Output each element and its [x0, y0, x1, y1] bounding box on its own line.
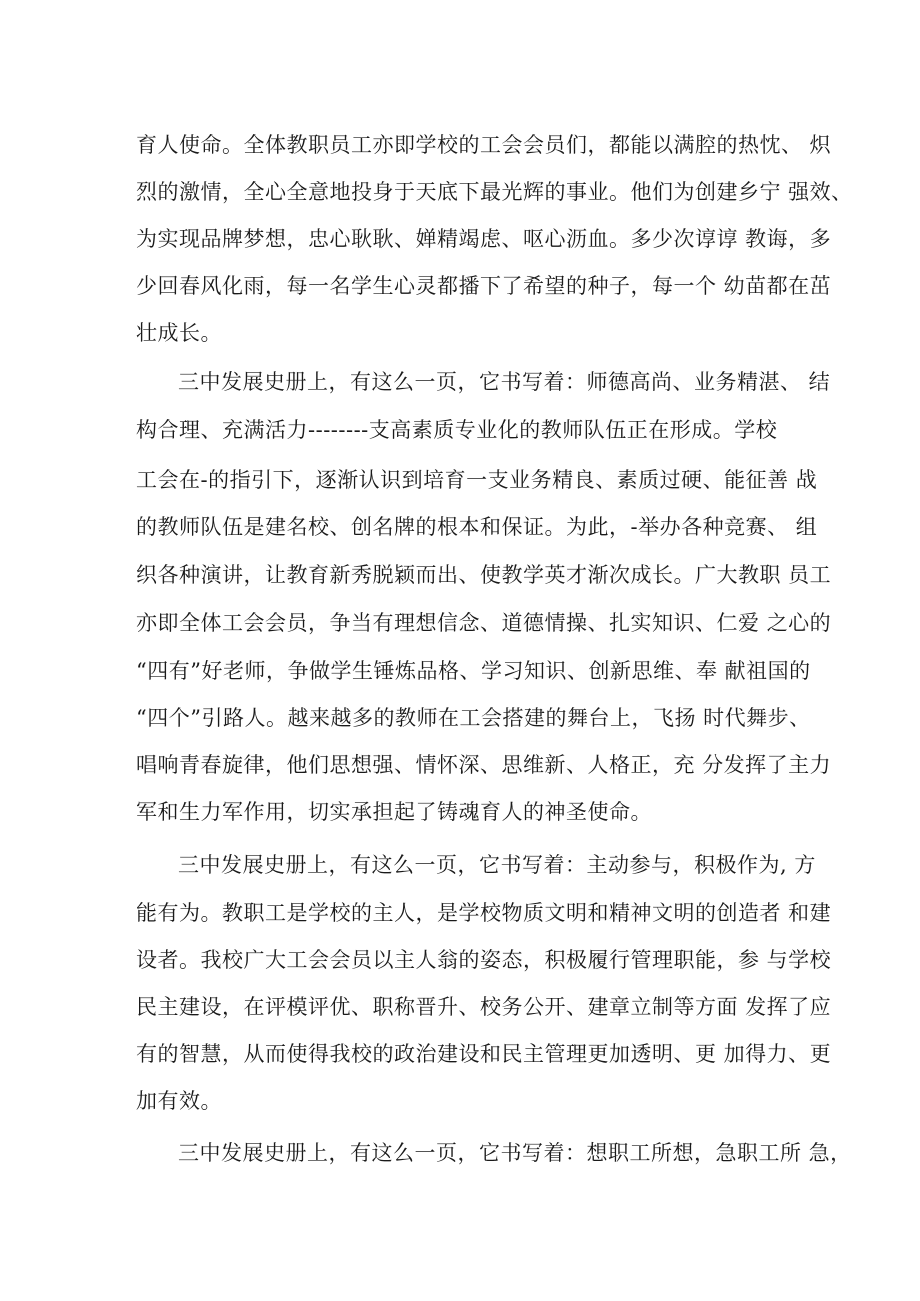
text-line: “四有”好老师，争做学生锤炼品格、学习知识、创新思维、奉 献祖国的	[136, 659, 811, 683]
text-line: 军和生力军作用，切实承担起了铸魂育人的神圣使命。	[136, 800, 652, 824]
text-line: 织各种演讲，让教育新秀脱颖而出、使教学英才渐次成长。广大教职 员工	[136, 563, 832, 587]
text-line: 加有效。	[136, 1089, 222, 1113]
text-line: 壮成长。	[136, 321, 222, 345]
text-line: 三中发展史册上，有这么一页，它书写着：师德高尚、业务精湛、 结	[178, 370, 831, 394]
text-line: 三中发展史册上，有这么一页，它书写着：想职工所想，急职工所 急，	[178, 1141, 852, 1165]
text-line: 烈的激情，全心全意地投身于天底下最光辉的事业。他们为创建乡宁 强效、	[136, 180, 853, 204]
text-line: 工会在-的指引下，逐渐认识到培育一支业务精良、素质过硬、能征善 战	[136, 468, 818, 492]
text-line: 育人使命。全体教职员工亦即学校的工会会员们，都能以满腔的热忱、 炽	[136, 133, 832, 157]
text-line: 能有为。教职工是学校的主人，是学校物质文明和精神文明的创造者 和建	[136, 901, 832, 925]
text-line: 为实现品牌梦想，忠心耿耿、婵精竭虑、呕心沥血。多少次谆谆 教诲，多	[136, 227, 832, 251]
text-line: 构合理、充满活力--------支高素质专业化的教师队伍正在形成。学校	[136, 418, 778, 442]
text-line: 亦即全体工会会员，争当有理想信念、道德情操、扎实知识、仁爱 之心的	[136, 611, 832, 635]
text-line: 少回春风化雨，每一名学生心灵都播下了希望的种子，每一个 幼苗都在茁	[136, 274, 832, 298]
text-line: 三中发展史册上，有这么一页，它书写着：主动参与，积极作为, 方	[178, 853, 816, 877]
text-line: “四个”引路人。越来越多的教师在工会搭建的舞台上，飞扬 时代舞步、	[136, 706, 811, 730]
text-line: 设者。我校广大工会会员以主人翁的姿态，积极履行管理职能，参 与学校	[136, 948, 832, 972]
text-line: 的教师队伍是建名校、创名牌的根本和保证。为此，-举办各种竞赛、 组	[136, 515, 818, 539]
text-line: 有的智慧，从而使得我校的政治建设和民主管理更加透明、更 加得力、更	[136, 1042, 832, 1066]
text-line: 民主建设，在评模评优、职称晋升、校务公开、建章立制等方面 发挥了应	[136, 995, 832, 1019]
text-line: 唱响青春旋律，他们思想强、情怀深、思维新、人格正，充 分发挥了主力	[136, 753, 832, 777]
